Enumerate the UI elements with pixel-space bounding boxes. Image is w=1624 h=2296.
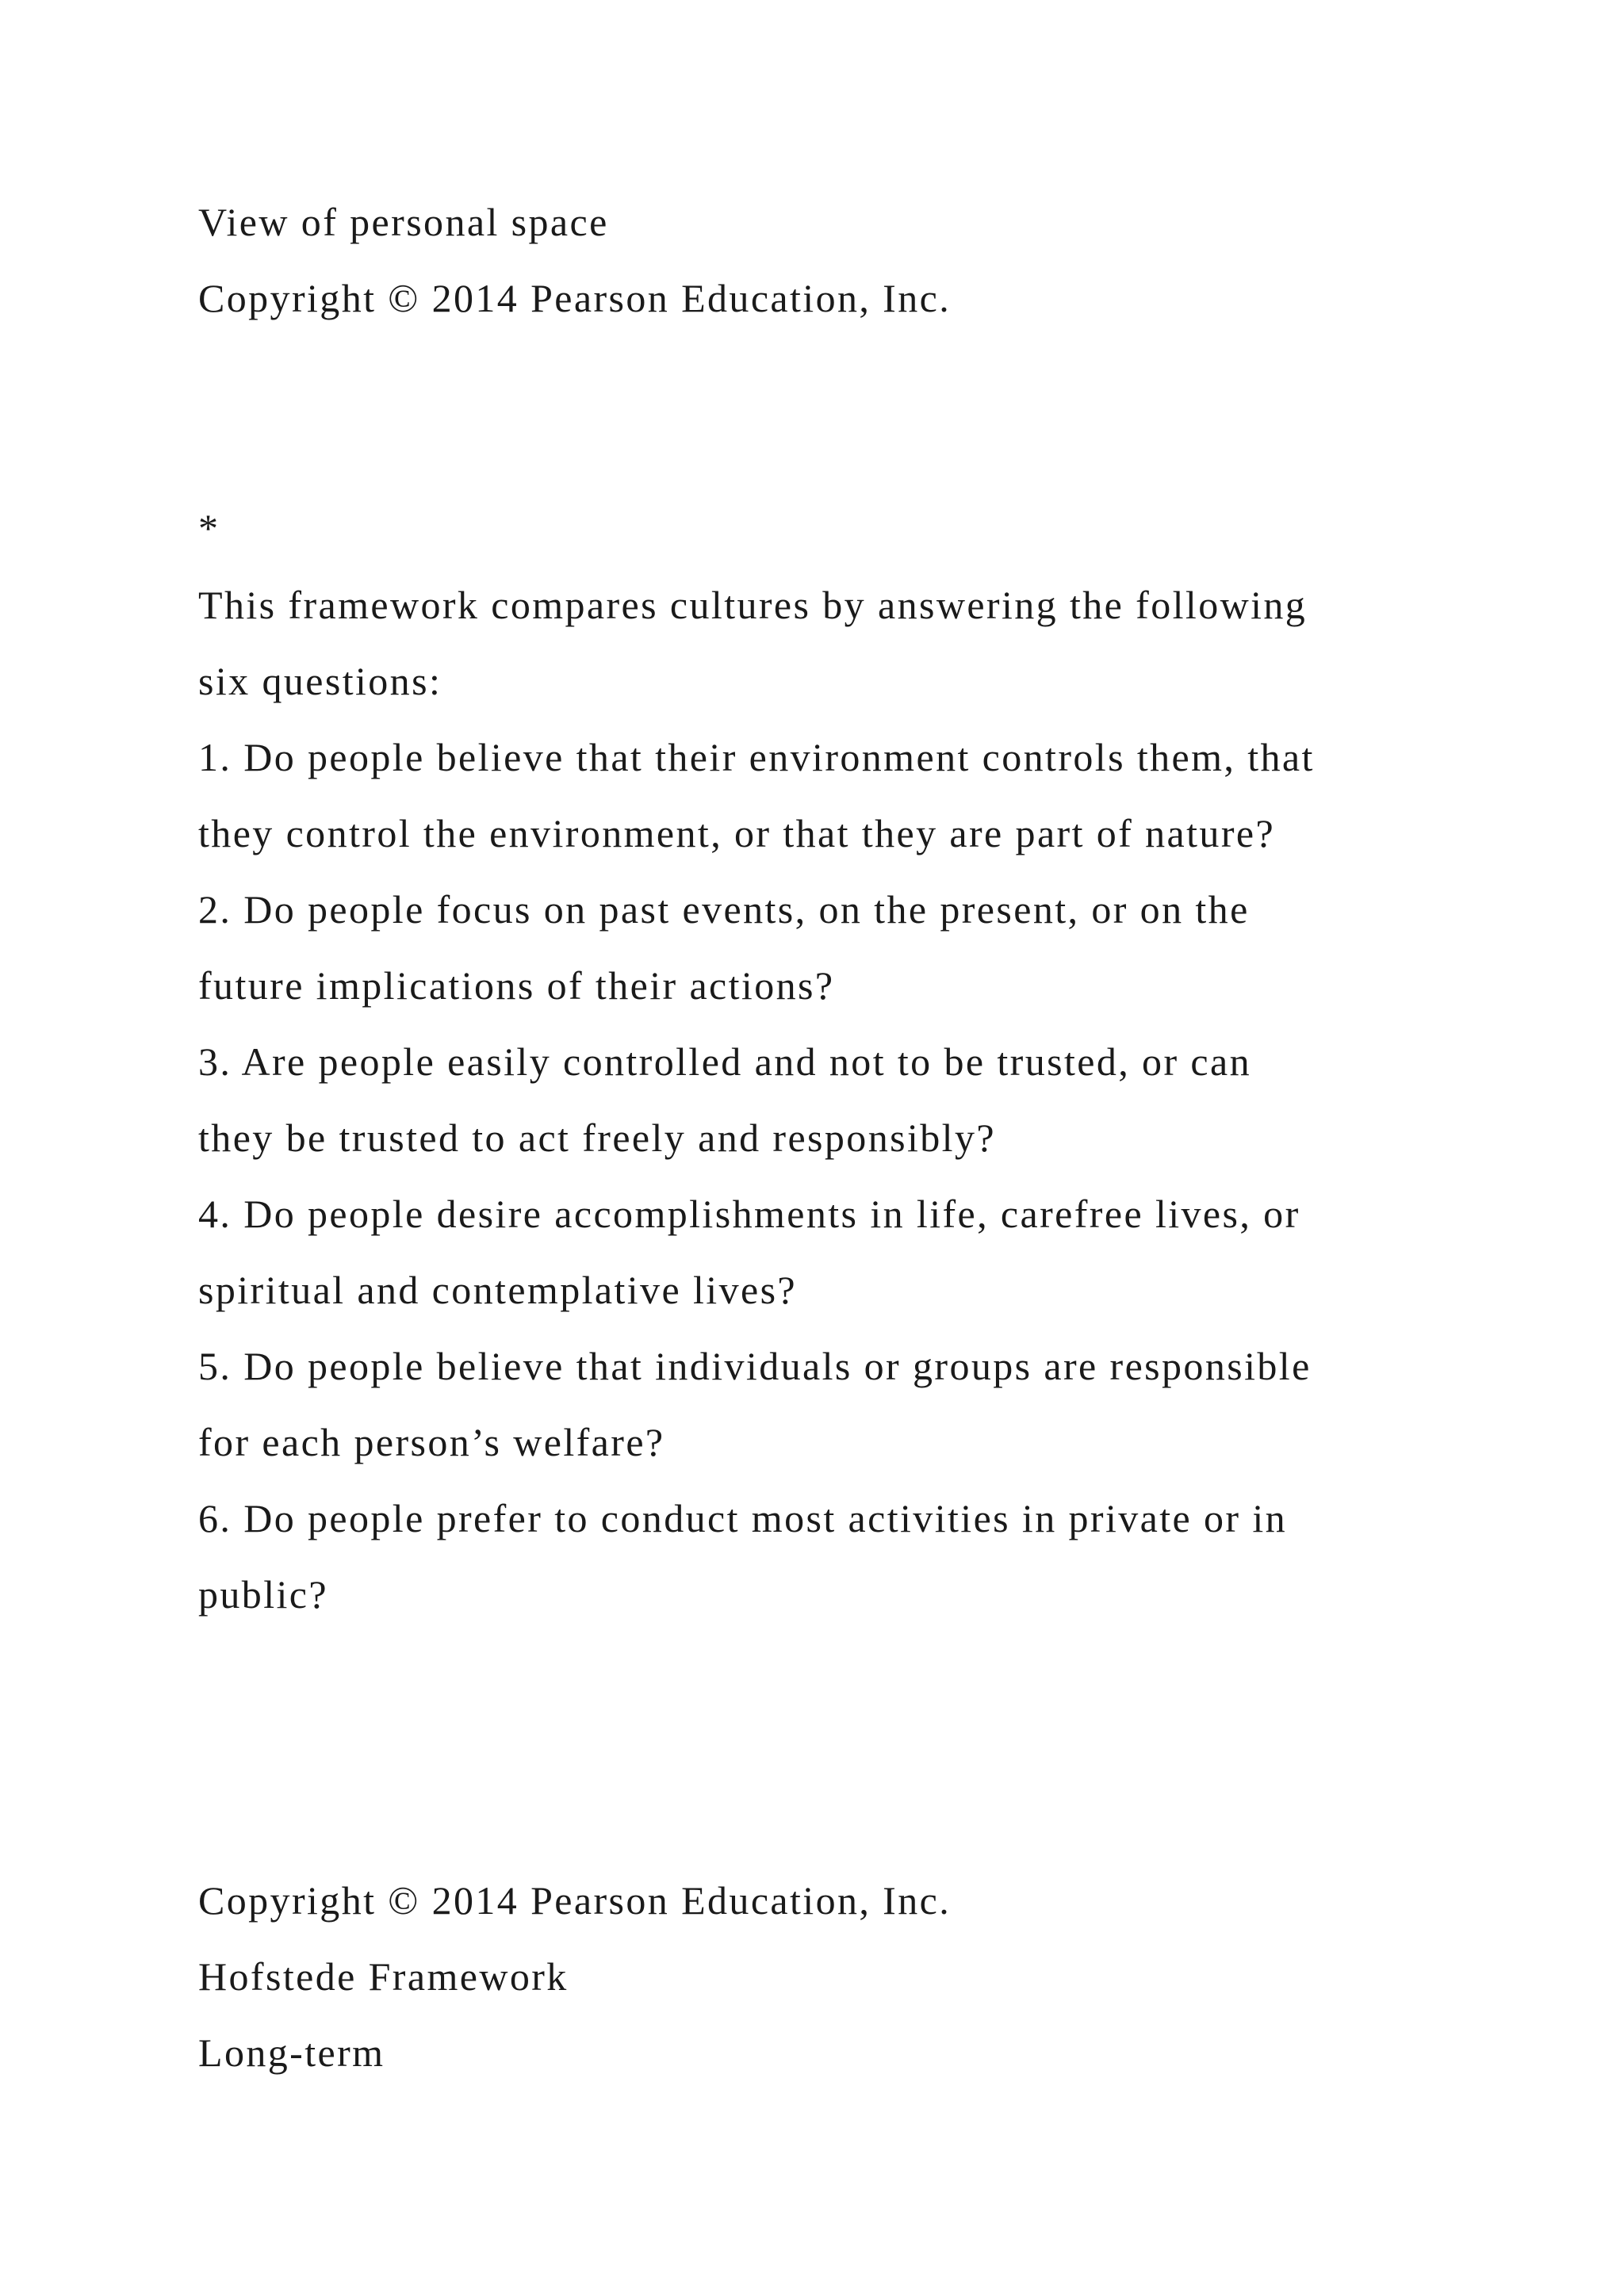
question-5-cont: for each person’s welfare? — [198, 1420, 665, 1464]
question-3-cont: they be trusted to act freely and responsibly? — [198, 1115, 996, 1160]
question-4-cont: spiritual and contemplative lives? — [198, 1268, 798, 1312]
slide-separator: * — [198, 506, 220, 550]
question-1-cont: they control the environment, or that they are part of nature? — [198, 811, 1276, 855]
heading-hofstede: Hofstede Framework — [198, 1954, 569, 1999]
copyright-line-2: Copyright © 2014 Pearson Education, Inc. — [198, 1878, 952, 1923]
framework-intro-cont: six questions: — [198, 659, 442, 703]
framework-intro: This framework compares cultures by answering the following — [198, 583, 1308, 627]
question-6-cont: public? — [198, 1572, 328, 1617]
copyright-line: Copyright © 2014 Pearson Education, Inc. — [198, 276, 952, 320]
question-1: 1. Do people believe that their environment controls them, that — [198, 735, 1315, 779]
question-3: 3. Are people easily controlled and not to be trusted, or can — [198, 1039, 1251, 1084]
question-2: 2. Do people focus on past events, on the present, or on the — [198, 887, 1250, 932]
question-5: 5. Do people believe that individuals or groups are responsible — [198, 1344, 1312, 1388]
long-term-label: Long-term — [198, 2030, 385, 2075]
question-2-cont: future implications of their actions? — [198, 963, 835, 1008]
question-4: 4. Do people desire accomplishments in life, carefree lives, or — [198, 1192, 1300, 1236]
heading-personal-space: View of personal space — [198, 200, 609, 244]
question-6: 6. Do people prefer to conduct most activities in private or in — [198, 1496, 1288, 1540]
